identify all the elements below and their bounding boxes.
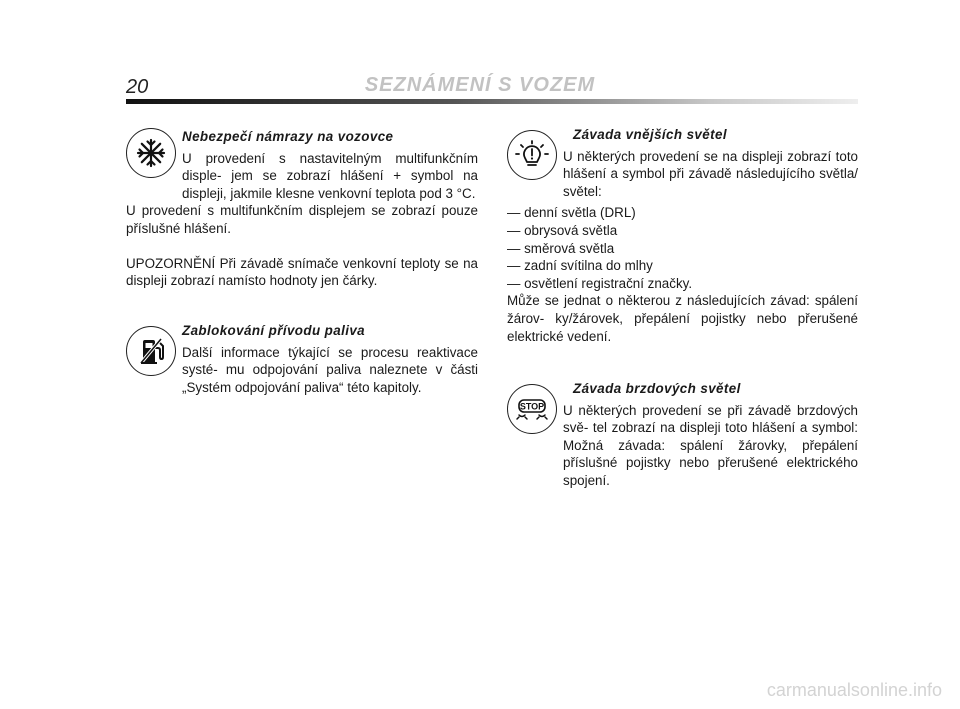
frost-section: [126, 128, 478, 290]
brake-section: [507, 380, 858, 490]
frost-body: U provedení s multifunkčním displejem se zobrazí pouze příslušné hlášení.: [126, 203, 478, 236]
lights-item-fog: — zadní svítilna do mlhy: [507, 258, 653, 274]
page-number: 20: [126, 76, 149, 98]
frost-heading: Nebezpečí námrazy na vozovce: [182, 129, 394, 144]
lights-item-position: — obrysová světla: [507, 222, 618, 238]
watermark: carmanualsonline.info: [766, 680, 942, 700]
fuel-heading: Zablokování přívodu paliva: [182, 323, 366, 338]
lights-item-drl: — denní světla (DRL): [507, 205, 636, 221]
header-rule: [126, 99, 858, 104]
lights-item-plate: — osvětlení registrační značky.: [507, 275, 693, 291]
lights-heading: Závada vnějších světel: [573, 127, 727, 142]
lights-body: Může se jednat o některou z následujících závad: spálení žárov- ky/žárovek, přepálení pojistky nebo přerušené elektrické vedení.: [507, 293, 858, 344]
fuel-section: [126, 322, 478, 396]
fuel-intro: Další informace týkající se procesu reaktivace systé- mu odpojování paliva naleznete v části „Systém odpojování paliva“ této kapitoly.: [182, 344, 478, 395]
lights-intro: U některých provedení se na displeji zobrazí toto hlášení a symbol při závadě následujícího světla/ světel:: [563, 148, 858, 199]
lights-section: [507, 126, 858, 345]
lights-item-indicators: — směrová světla: [507, 240, 615, 256]
frost-warning: UPOZORNĚNÍ Při závadě snímače venkovní teploty se na displeji zobrazí namísto hodnoty jen čárky.: [126, 255, 478, 289]
brake-heading: Závada brzdových světel: [573, 381, 741, 396]
brake-intro: U některých provedení se při závadě brzdových svě- tel zobrazí na displeji toto hlášení a symbol: Možná závada: spálení žárovky, přepálení příslušné pojistky nebo přerušené elektrického spojení.: [563, 402, 858, 488]
stop-label: STOP: [519, 401, 545, 412]
frost-intro: U provedení s nastavitelným multifunkčním disple- jem se zobrazí hlášení + symbol na displeji, jakmile klesne venkovní teplota pod 3 °C.: [182, 150, 478, 201]
page-title: SEZNÁMENÍ S VOZEM: [364, 74, 596, 96]
